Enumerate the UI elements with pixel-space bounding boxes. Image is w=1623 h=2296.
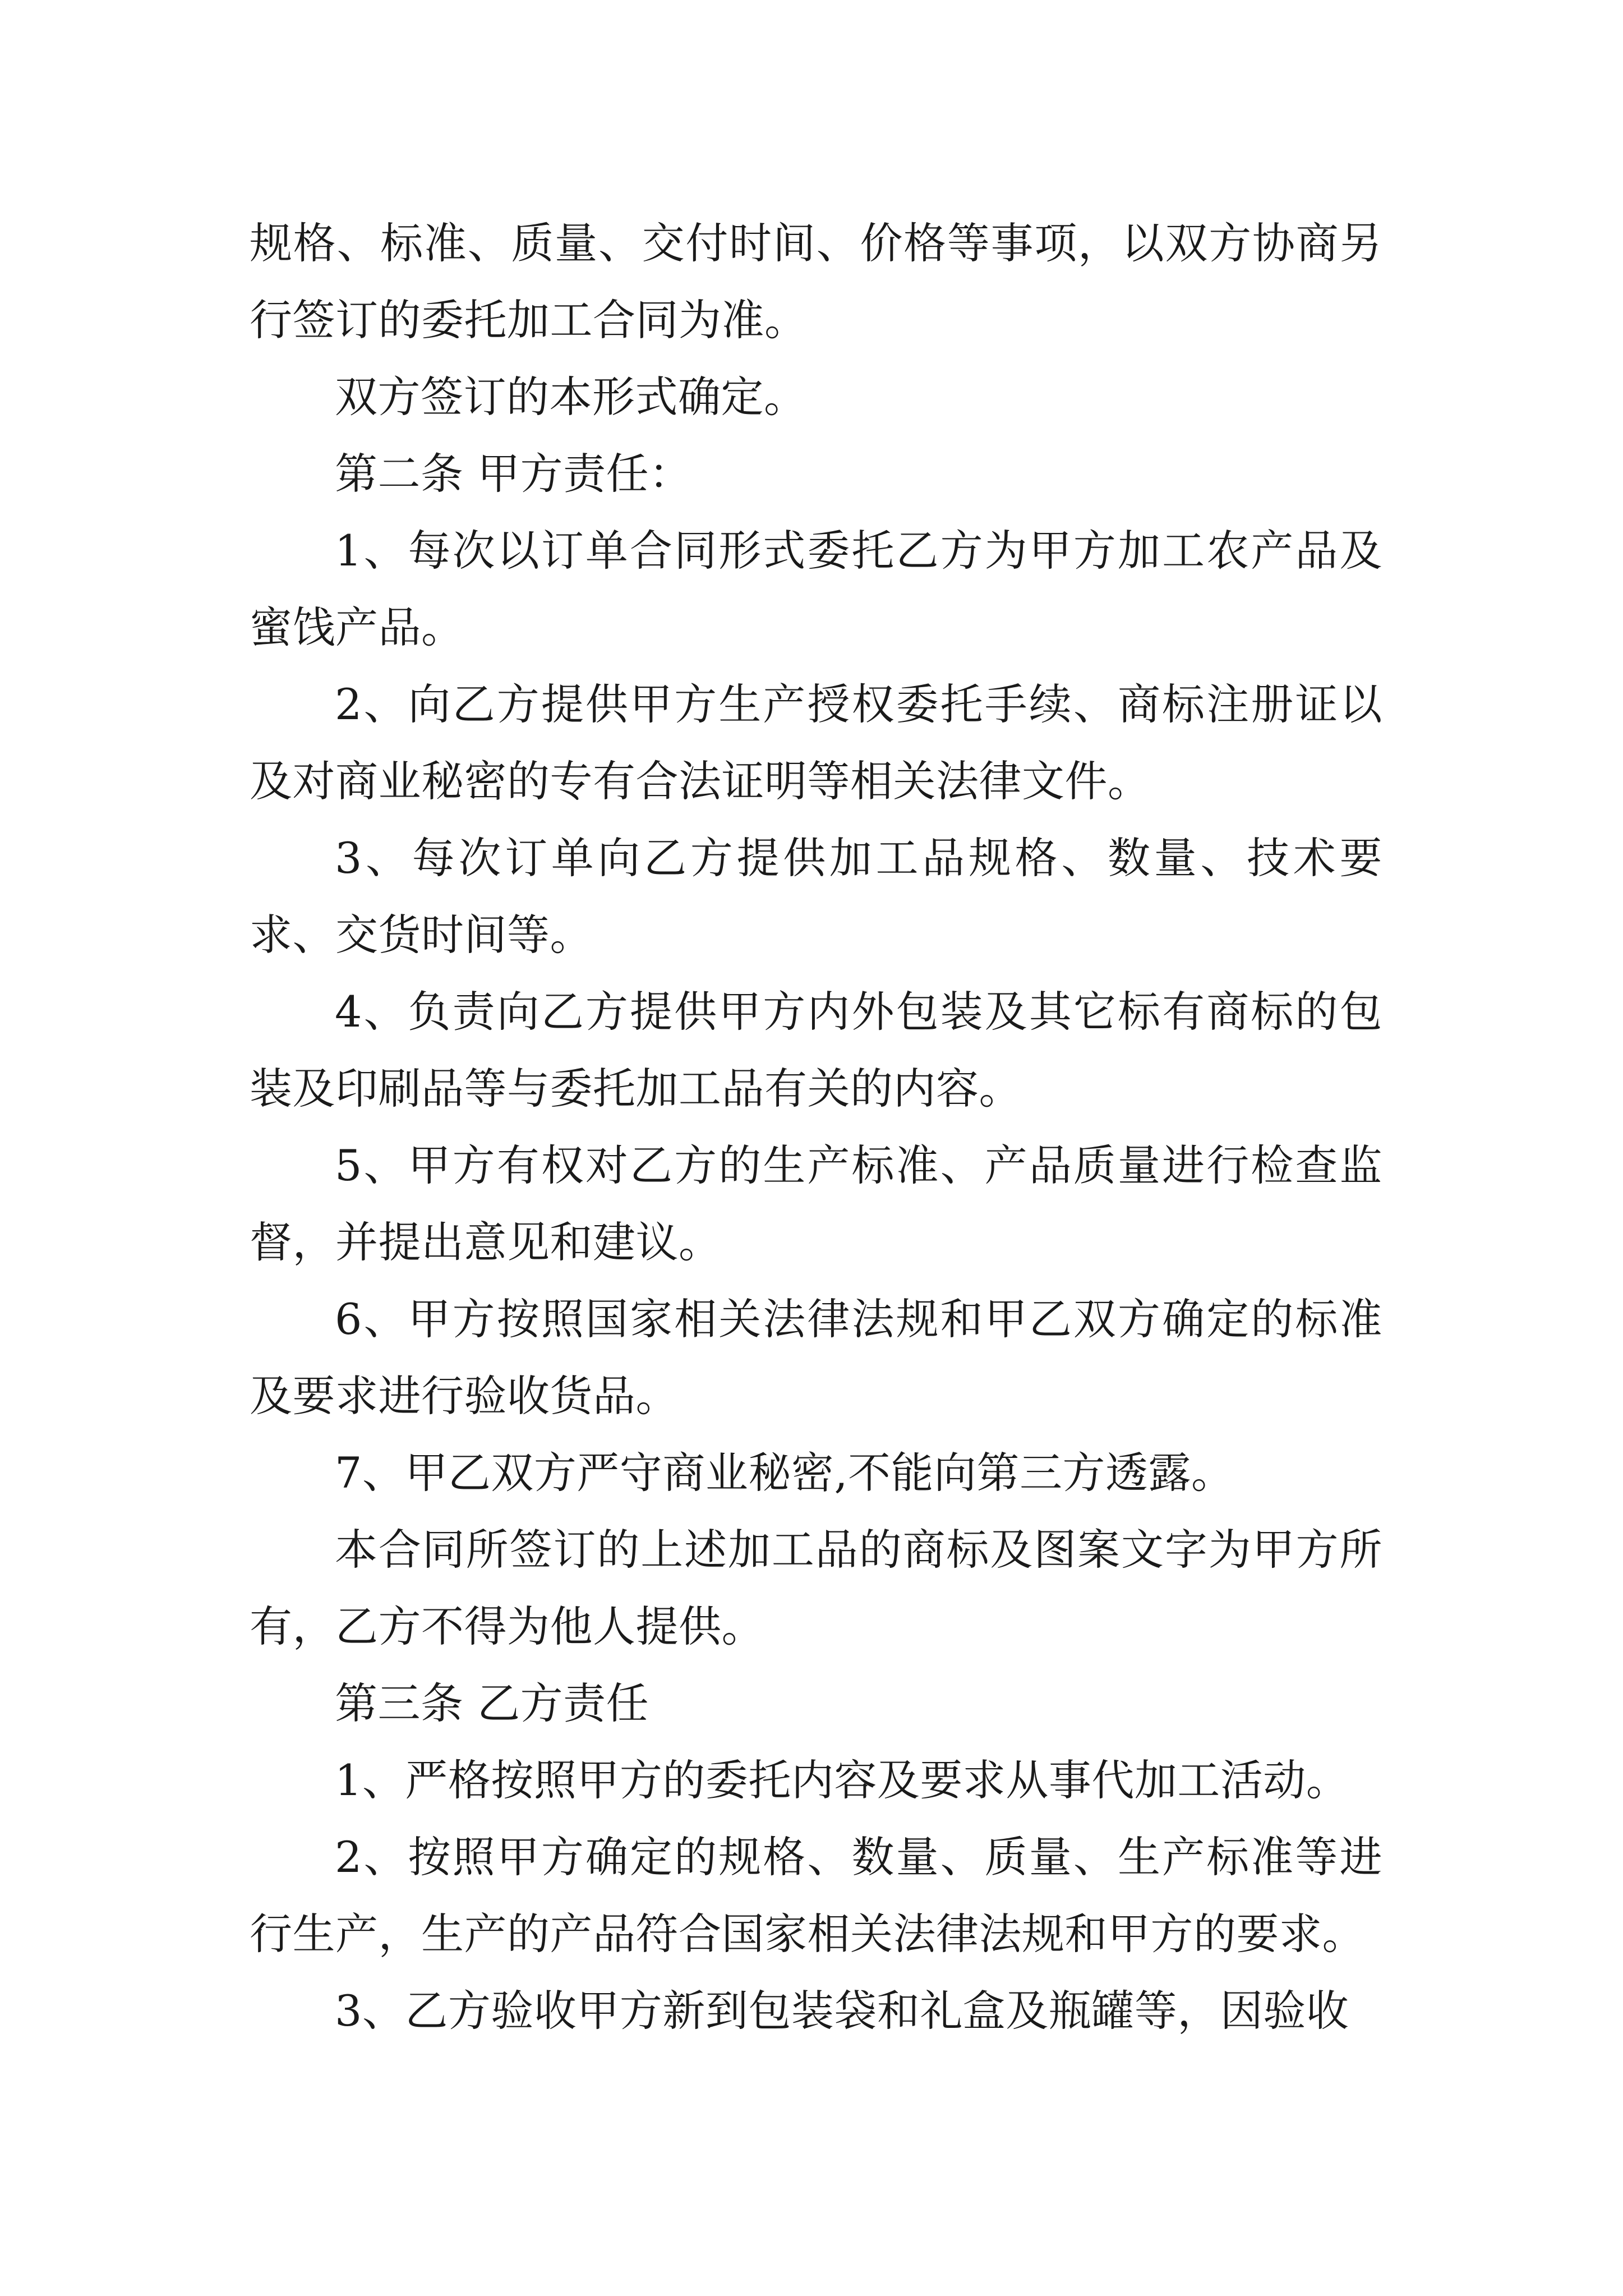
paragraph: 规格、标准、质量、交付时间、价格等事项，以双方协商另行签订的委托加工合同为准。 (250, 218, 1382, 345)
list-item: 7、甲乙双方严守商业秘密,不能向第三方透露。 (335, 1448, 1234, 1498)
list-item: 1、严格按照甲方的委托内容及要求从事代加工活动。 (335, 1755, 1349, 1805)
document-body (250, 205, 1382, 2049)
list-item: 3、每次订单向乙方提供加工品规格、数量、技术要求、交货时间等。 (250, 833, 1382, 960)
list-item: 5、甲方有权对乙方的生产标准、产品质量进行检查监督，并提出意见和建议。 (250, 1140, 1382, 1267)
paragraph: 本合同所签订的上述加工品的商标及图案文字为甲方所有，乙方不得为他人提供。 (250, 1525, 1382, 1651)
list-item: 2、按照甲方确定的规格、数量、质量、生产标准等进行生产，生产的产品符合国家相关法律法规和甲方的要求。 (250, 1832, 1382, 1959)
list-item: 1、每次以订单合同形式委托乙方为甲方加工农产品及蜜饯产品。 (250, 526, 1382, 652)
section-heading: 第二条 甲方责任： (335, 449, 692, 499)
list-item: 3、乙方验收甲方新到包装袋和礼盒及瓶罐等，因验收 (335, 1986, 1349, 2036)
section-heading: 第三条 乙方责任 (335, 1678, 649, 1728)
paragraph: 双方签订的本形式确定。 (335, 372, 807, 422)
list-item: 6、甲方按照国家相关法律法规和甲乙双方确定的标准及要求进行验收货品。 (250, 1294, 1382, 1421)
list-item: 2、向乙方提供甲方生产授权委托手续、商标注册证以及对商业秘密的专有合法证明等相关法律文件。 (250, 679, 1382, 806)
list-item: 4、负责向乙方提供甲方内外包装及其它标有商标的包装及印刷品等与委托加工品有关的内容。 (250, 987, 1382, 1114)
